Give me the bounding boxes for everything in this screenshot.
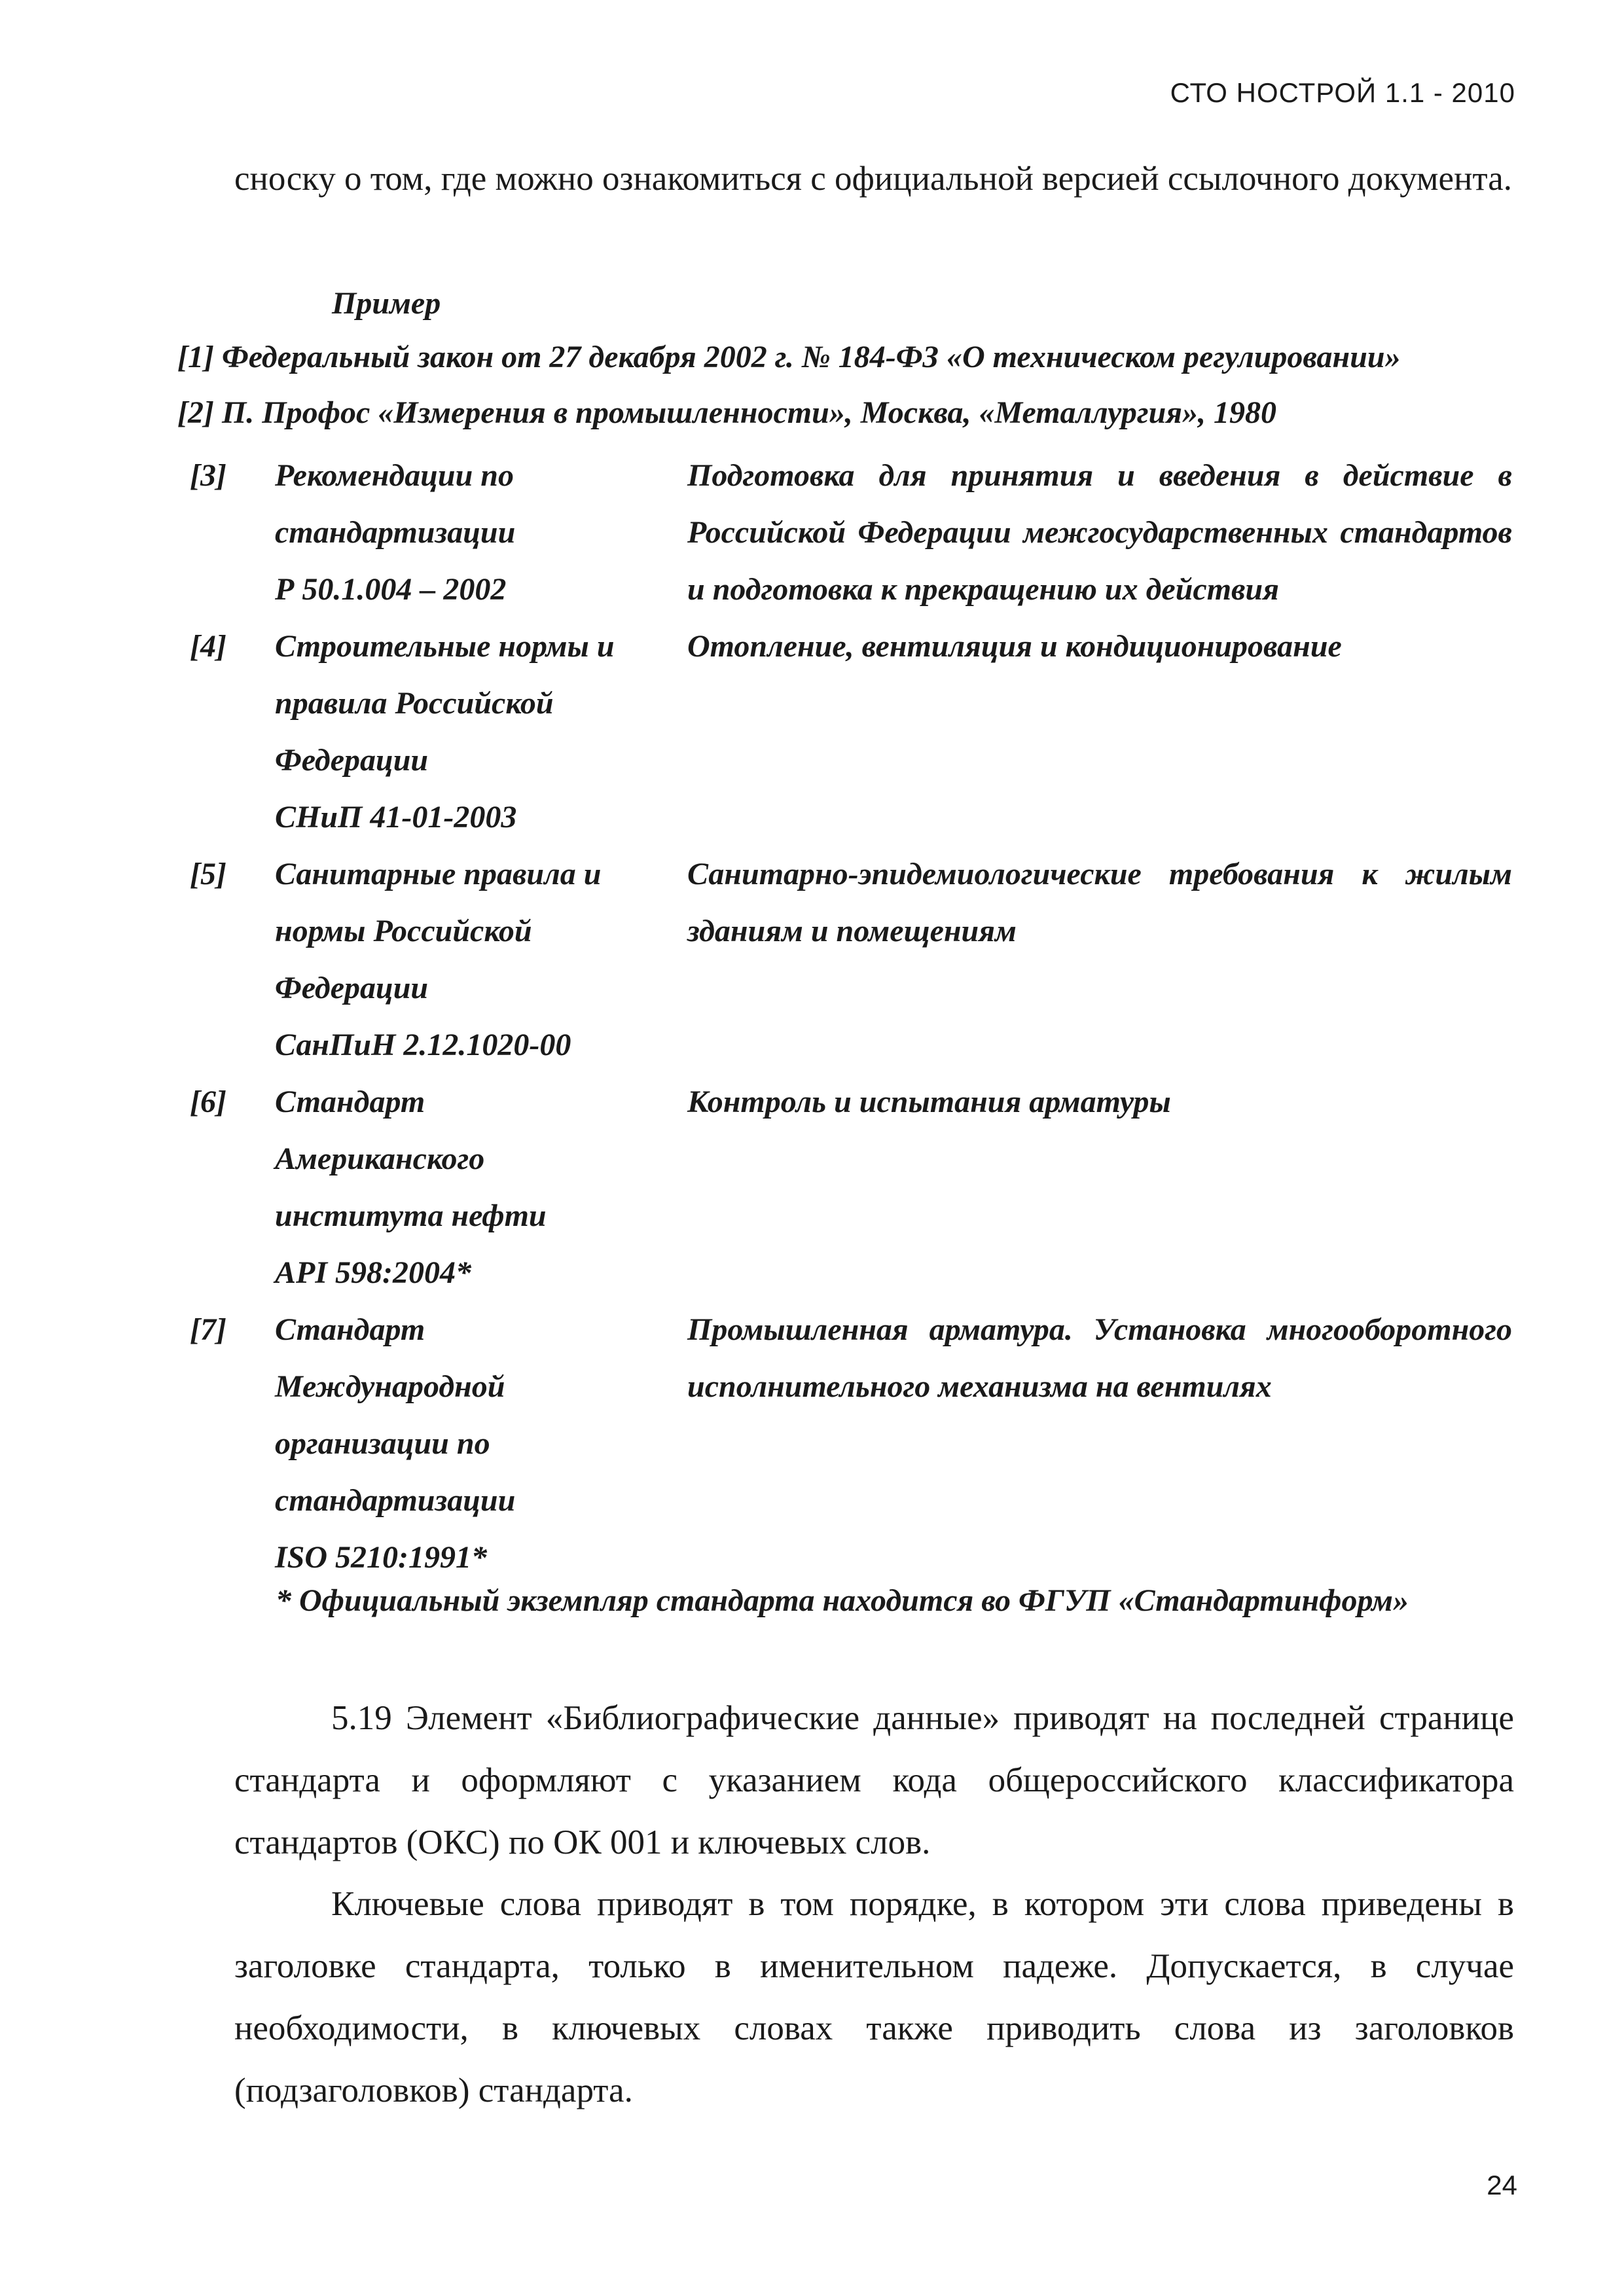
entry-document: Стандарт Американского института нефти API 598:2004* bbox=[275, 1085, 547, 1290]
entry-title: Промышленная арматура. Установка многооборотного исполнительного механизма на вентилях bbox=[687, 1312, 1512, 1404]
entry-number: [3] bbox=[190, 458, 226, 493]
keywords-paragraph: Ключевые слова приводят в том порядке, в котором эти слова приведены в заголовке стандарта, только в именительном падеже. Допускается, в случае необходимости, в ключевых словах также приводить слова из заголовков (подзаголовков) стандарта. bbox=[234, 1885, 1514, 2109]
page-number: 24 bbox=[1487, 2170, 1517, 2200]
bibliography-entry-5 bbox=[190, 846, 1512, 1073]
bibliography-entry-2: [2] П. Профос «Измерения в промышленности», Москва, «Металлургия», 1980 bbox=[177, 395, 1276, 430]
bibliography-entry-1: [1] Федеральный закон от 27 декабря 2002 г. № 184-ФЗ «О техническом регулировании» bbox=[177, 340, 1401, 374]
section-5-19-paragraph: 5.19 Элемент «Библиографические данные» приводят на последней странице стандарта и оформляют с указанием кода общероссийского классификатора стандартов (ОКС) по ОК 001 и ключевых слов. bbox=[234, 1699, 1514, 1861]
entry-number: [5] bbox=[190, 857, 226, 891]
entry-number: [4] bbox=[190, 629, 226, 664]
bibliography-table bbox=[190, 447, 1512, 1586]
entry-document: Санитарные правила и нормы Российской Федерации СанПиН 2.12.1020-00 bbox=[275, 857, 602, 1062]
bibliography-entry-4 bbox=[190, 618, 1512, 846]
example-label: Пример bbox=[332, 286, 441, 321]
entry-title: Санитарно-эпидемиологические требования к жилым зданиям и помещениям bbox=[687, 857, 1512, 948]
page-header-title: СТО НОСТРОЙ 1.1 - 2010 bbox=[1170, 77, 1515, 108]
entry-document: Строительные нормы и правила Российской Федерации СНиП 41-01-2003 bbox=[275, 629, 615, 834]
bibliography-entry-7 bbox=[190, 1301, 1512, 1586]
entry-title: Отопление, вентиляция и кондиционирование bbox=[687, 629, 1342, 664]
entry-document: Рекомендации по стандартизации Р 50.1.004 – 2002 bbox=[275, 458, 516, 607]
entry-number: [7] bbox=[190, 1312, 226, 1347]
entry-document: Стандарт Международной организации по стандартизации ISO 5210:1991* bbox=[275, 1312, 516, 1575]
bibliography-entry-3 bbox=[190, 447, 1512, 618]
bibliography-entry-6 bbox=[190, 1073, 1512, 1301]
entry-title: Контроль и испытания арматуры bbox=[687, 1085, 1171, 1119]
entry-number: [6] bbox=[190, 1085, 226, 1119]
entry-title: Подготовка для принятия и введения в действие в Российской Федерации межгосударственных стандартов и подготовка к прекращению их действия bbox=[687, 458, 1512, 607]
intro-paragraph: сноску о том, где можно ознакомиться с официальной версией ссылочного документа. bbox=[234, 160, 1513, 198]
footnote: * Официальный экземпляр стандарта находится во ФГУП «Стандартинформ» bbox=[276, 1583, 1409, 1618]
